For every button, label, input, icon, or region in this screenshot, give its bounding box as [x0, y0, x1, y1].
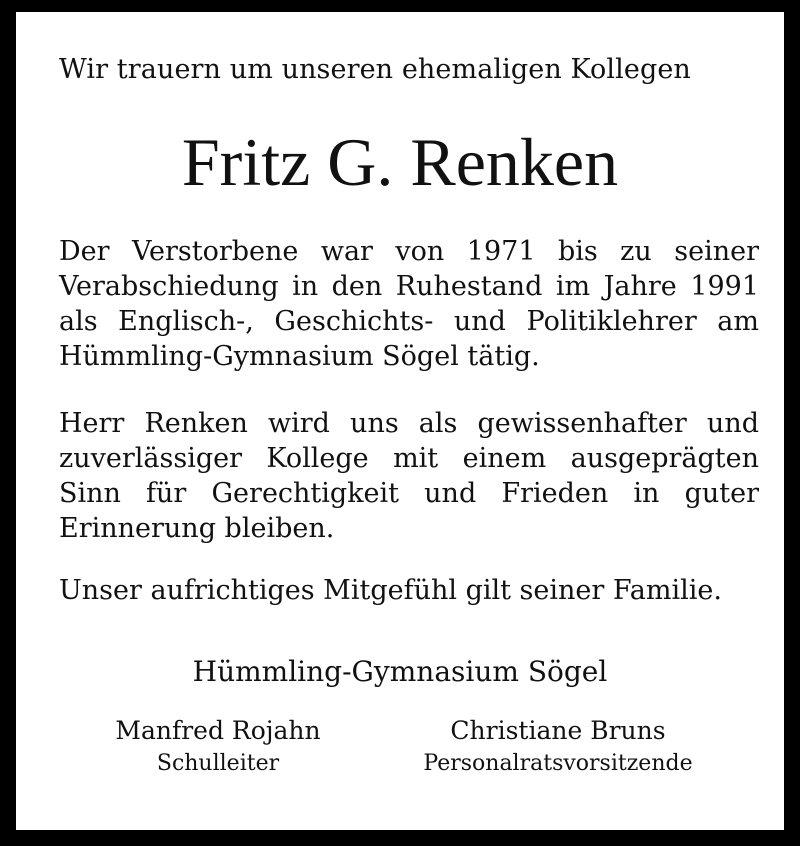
paragraph-line: Sinn für Gerechtigkeit und Frieden in guter: [59, 478, 759, 509]
paragraph-line: Der Verstorbene war von 1971 bis zu seiner: [59, 236, 759, 267]
paragraph-line: Erinnerung bleiben.: [59, 513, 335, 544]
deceased-name: Fritz G. Renken: [181, 124, 619, 200]
paragraph-line: Verabschiedung in den Ruhestand im Jahre 1991: [59, 271, 759, 302]
signatory-principal: [68, 714, 368, 780]
signatory-staff-council: [388, 714, 728, 780]
paragraph-condolence: [59, 573, 759, 608]
organization-name: Hümmling-Gymnasium Sögel: [192, 655, 608, 688]
paragraph-line: Herr Renken wird uns als gewissenhafter und: [59, 408, 759, 439]
signatory-name: Christiane Bruns: [450, 716, 666, 745]
intro-line: Wir trauern um unseren ehemaligen Kollegen: [59, 54, 691, 85]
paragraph-career: [59, 234, 759, 374]
paragraph-line: Unser aufrichtiges Mitgefühl gilt seiner Familie.: [59, 575, 722, 606]
paragraph-line: zuverlässiger Kollege mit einem ausgeprägten: [59, 443, 759, 474]
paragraph-tribute: [59, 406, 759, 546]
paragraph-line: Hümmling-Gymnasium Sögel tätig.: [59, 341, 540, 372]
signatory-role: Personalratsvorsitzende: [423, 751, 693, 776]
signatory-name: Manfred Rojahn: [115, 716, 321, 745]
paragraph-line: als Englisch-, Geschichts- und Politiklehrer am: [59, 306, 759, 337]
signatory-role: Schulleiter: [156, 751, 280, 776]
